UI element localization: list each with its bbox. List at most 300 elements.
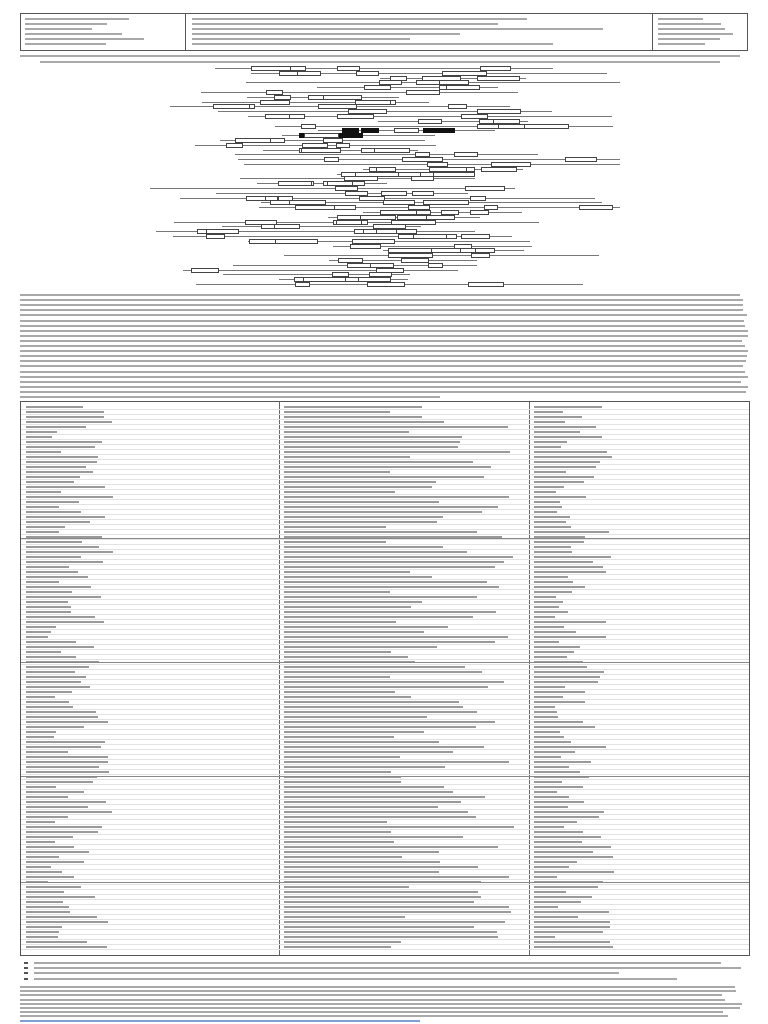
table-cell — [26, 701, 69, 703]
table-cell — [26, 556, 81, 558]
table-cell — [534, 636, 606, 638]
paragraph-line — [20, 294, 740, 296]
table-row-line — [21, 834, 749, 835]
table-cell — [26, 711, 96, 713]
tree-node — [356, 71, 380, 76]
table-cell — [26, 786, 56, 788]
table-row-line — [21, 639, 749, 640]
table-cell — [26, 636, 48, 638]
table-cell — [534, 841, 582, 843]
table-row-line — [21, 469, 749, 470]
tree-node — [468, 282, 503, 287]
table-cell — [284, 711, 477, 713]
table-row-line — [21, 784, 749, 785]
table-cell — [284, 406, 422, 408]
table-cell — [284, 451, 510, 453]
table-cell — [284, 701, 459, 703]
table-cell — [26, 666, 89, 668]
tree-node — [398, 234, 414, 239]
table-cell — [26, 411, 104, 413]
table-section-divider — [21, 662, 749, 663]
table-row-line — [21, 779, 749, 780]
table-cell — [534, 466, 596, 468]
table-cell — [534, 421, 565, 423]
table-cell — [26, 886, 81, 888]
table-row-line — [21, 714, 749, 715]
table-cell — [26, 646, 94, 648]
table-cell — [26, 651, 61, 653]
header-text-line — [658, 38, 720, 40]
table-row-line — [21, 514, 749, 515]
table-cell — [26, 541, 82, 543]
table-cell — [284, 781, 401, 783]
table-cell — [26, 491, 61, 493]
table-cell — [534, 856, 613, 858]
table-cell — [534, 666, 587, 668]
table-cell — [26, 611, 71, 613]
table-cell — [284, 516, 443, 518]
header-text-line — [192, 28, 603, 30]
table-row-line — [21, 669, 749, 670]
tree-node — [301, 124, 316, 129]
table-row-line — [21, 659, 749, 660]
table-cell — [26, 431, 57, 433]
table-cell — [534, 476, 594, 478]
table-cell — [534, 641, 559, 643]
table-cell — [26, 416, 104, 418]
table-cell — [284, 441, 460, 443]
table-cell — [534, 471, 566, 473]
table-cell — [284, 626, 448, 628]
table-cell — [534, 821, 577, 823]
table-cell — [26, 451, 61, 453]
table-row-line — [21, 774, 749, 775]
table-cell — [26, 516, 105, 518]
tree-node — [336, 220, 363, 225]
paragraph-line — [20, 381, 741, 383]
table-cell — [534, 906, 558, 908]
table-row-line — [21, 624, 749, 625]
table-cell — [284, 656, 408, 658]
table-cell — [534, 611, 568, 613]
table-row-line — [21, 759, 749, 760]
table-cell — [534, 426, 596, 428]
list-bullet — [24, 978, 28, 980]
table-cell — [534, 731, 560, 733]
table-cell — [534, 546, 571, 548]
table-cell — [284, 921, 505, 923]
tree-node — [289, 114, 305, 119]
table-cell — [26, 911, 70, 913]
table-row-line — [21, 429, 749, 430]
table-row-line — [21, 564, 749, 565]
table-cell — [26, 566, 69, 568]
table-row-line — [21, 549, 749, 550]
table-row-line — [21, 944, 749, 945]
paragraph-line — [20, 999, 725, 1001]
paragraph-line — [20, 309, 743, 311]
table-section-divider — [21, 538, 749, 539]
table-cell — [284, 931, 497, 933]
table-row-line — [21, 889, 749, 890]
list-item-line — [34, 978, 677, 980]
table-cell — [534, 861, 577, 863]
table-cell — [26, 836, 73, 838]
paragraph-line — [20, 365, 743, 367]
table-cell — [26, 626, 56, 628]
table-cell — [26, 901, 63, 903]
paragraph-line — [20, 320, 744, 322]
table-cell — [26, 926, 62, 928]
table-cell — [534, 646, 580, 648]
table-cell — [284, 736, 394, 738]
tree-node — [461, 234, 490, 239]
table-row-line — [21, 444, 749, 445]
table-row-line — [21, 589, 749, 590]
table-cell — [284, 811, 468, 813]
table-cell — [284, 476, 484, 478]
table-row-line — [21, 744, 749, 745]
header-text-line — [25, 28, 92, 30]
table-cell — [284, 671, 482, 673]
table-cell — [284, 676, 390, 678]
table-row-line — [21, 494, 749, 495]
header-text-line — [192, 18, 527, 20]
table-cell — [284, 651, 391, 653]
data-table — [20, 401, 750, 956]
tree-node — [394, 128, 418, 133]
table-cell — [534, 671, 604, 673]
table-row-line — [21, 629, 749, 630]
header-divider — [185, 13, 186, 51]
header-divider — [652, 13, 653, 51]
tree-node — [471, 253, 490, 258]
table-cell — [534, 521, 566, 523]
table-cell — [534, 576, 568, 578]
table-row-line — [21, 554, 749, 555]
document-title — [0, 0, 768, 12]
table-cell — [284, 796, 485, 798]
table-cell — [284, 716, 427, 718]
table-cell — [284, 556, 513, 558]
table-row-line — [21, 724, 749, 725]
tree-node — [401, 258, 429, 263]
table-cell — [284, 411, 390, 413]
table-cell — [284, 486, 432, 488]
table-cell — [534, 556, 611, 558]
table-cell — [284, 421, 444, 423]
tree-node — [477, 124, 499, 129]
table-row-line — [21, 409, 749, 410]
table-cell — [534, 946, 613, 948]
paragraph-line — [20, 355, 747, 357]
table-cell — [534, 831, 583, 833]
table-row-line — [21, 729, 749, 730]
header-text-line — [25, 33, 122, 35]
tree-node — [359, 196, 386, 201]
tree-node — [374, 148, 409, 153]
table-cell — [534, 496, 586, 498]
table-row-line — [21, 434, 749, 435]
table-cell — [284, 871, 439, 873]
paragraph-line — [20, 350, 748, 352]
table-row-line — [21, 459, 749, 460]
table-row-line — [21, 424, 749, 425]
table-cell — [534, 701, 585, 703]
table-cell — [534, 691, 585, 693]
table-cell — [26, 561, 103, 563]
table-cell — [534, 921, 610, 923]
table-row-line — [21, 539, 749, 540]
table-cell — [26, 781, 93, 783]
paragraph-line — [20, 340, 742, 342]
table-cell — [534, 871, 614, 873]
paragraph-line — [20, 376, 748, 378]
table-cell — [534, 916, 578, 918]
table-row-line — [21, 854, 749, 855]
table-cell — [26, 581, 59, 583]
table-cell — [534, 936, 555, 938]
table-cell — [26, 946, 107, 948]
paragraph-line — [20, 335, 748, 337]
table-cell — [26, 486, 105, 488]
paragraph-line — [20, 299, 743, 301]
table-row-line — [21, 464, 749, 465]
tree-node — [279, 71, 298, 76]
table-cell — [26, 796, 68, 798]
table-cell — [284, 591, 390, 593]
table-cell — [534, 851, 593, 853]
table-cell — [26, 916, 97, 918]
table-cell — [26, 746, 101, 748]
table-cell — [26, 811, 112, 813]
list-item-line — [34, 962, 721, 964]
table-row-line — [21, 824, 749, 825]
table-row-line — [21, 479, 749, 480]
table-row-line — [21, 904, 749, 905]
header-text-line — [658, 23, 721, 25]
table-cell — [284, 941, 401, 943]
table-cell — [284, 636, 508, 638]
table-cell — [534, 711, 557, 713]
tree-node — [454, 152, 478, 157]
table-row-line — [21, 864, 749, 865]
table-row-line — [21, 804, 749, 805]
table-row-line — [21, 764, 749, 765]
tree-edge — [284, 255, 599, 256]
table-cell — [534, 911, 609, 913]
table-row-line — [21, 619, 749, 620]
table-cell — [284, 876, 509, 878]
table-cell — [284, 706, 463, 708]
table-cell — [284, 846, 498, 848]
header-caption-line — [40, 61, 720, 63]
table-cell — [534, 516, 570, 518]
table-row-line — [21, 509, 749, 510]
table-cell — [534, 481, 584, 483]
table-cell — [26, 551, 113, 553]
table-cell — [534, 681, 598, 683]
table-cell — [26, 601, 68, 603]
header-text-line — [192, 38, 410, 40]
table-cell — [284, 831, 391, 833]
tree-edge — [201, 92, 518, 93]
table-cell — [26, 471, 93, 473]
table-cell — [534, 561, 593, 563]
tree-node — [481, 167, 517, 172]
table-row-line — [21, 544, 749, 545]
table-cell — [534, 746, 606, 748]
table-row-line — [21, 754, 749, 755]
table-cell — [26, 941, 87, 943]
table-row-line — [21, 799, 749, 800]
tree-node — [470, 196, 485, 201]
table-cell — [534, 506, 562, 508]
table-cell — [284, 581, 487, 583]
table-cell — [284, 426, 508, 428]
tree-node — [524, 124, 569, 129]
table-row-line — [21, 869, 749, 870]
tree-node — [411, 176, 434, 181]
table-cell — [26, 576, 88, 578]
table-cell — [534, 651, 574, 653]
header-caption-line — [20, 55, 740, 57]
table-cell — [26, 841, 55, 843]
paragraph-line — [20, 304, 743, 306]
paragraph-line — [20, 360, 746, 362]
tree-node — [213, 104, 249, 109]
table-row-line — [21, 814, 749, 815]
table-cell — [284, 911, 511, 913]
table-cell — [284, 616, 473, 618]
tree-node — [301, 148, 341, 153]
table-cell — [534, 626, 564, 628]
table-cell — [284, 886, 409, 888]
tree-node — [355, 100, 391, 105]
table-cell — [284, 506, 498, 508]
table-cell — [534, 591, 572, 593]
table-cell — [284, 786, 444, 788]
table-row-line — [21, 489, 749, 490]
table-cell — [26, 511, 81, 513]
table-cell — [534, 621, 606, 623]
table-cell — [26, 756, 108, 758]
table-cell — [534, 806, 568, 808]
table-cell — [534, 721, 583, 723]
table-row-line — [21, 934, 749, 935]
table-cell — [26, 906, 69, 908]
table-cell — [284, 511, 482, 513]
table-cell — [534, 446, 561, 448]
table-row-line — [21, 939, 749, 940]
table-row-line — [21, 664, 749, 665]
paragraph-line — [20, 990, 736, 992]
paragraph-line — [20, 314, 747, 316]
table-cell — [26, 846, 74, 848]
table-cell — [26, 501, 79, 503]
table-cell — [534, 886, 598, 888]
table-cell — [26, 896, 95, 898]
table-cell — [534, 751, 575, 753]
table-row-line — [21, 739, 749, 740]
table-row-line — [21, 924, 749, 925]
table-cell — [284, 461, 473, 463]
tree-edge — [150, 188, 515, 189]
table-cell — [26, 741, 105, 743]
table-cell — [534, 931, 603, 933]
table-row-line — [21, 789, 749, 790]
paragraph-line — [20, 396, 440, 398]
paragraph-line — [20, 994, 722, 996]
table-cell — [534, 901, 581, 903]
table-row-line — [21, 829, 749, 830]
table-row-line — [21, 654, 749, 655]
table-cell — [284, 586, 499, 588]
table-cell — [284, 551, 467, 553]
table-cell — [534, 451, 607, 453]
table-cell — [284, 946, 391, 948]
table-cell — [534, 581, 573, 583]
table-cell — [534, 866, 569, 868]
table-cell — [534, 926, 610, 928]
tree-node — [295, 282, 310, 287]
table-cell — [284, 571, 410, 573]
list-bullet — [24, 972, 28, 974]
header-text-line — [658, 33, 733, 35]
table-cell — [26, 721, 108, 723]
tree-node — [381, 191, 406, 196]
table-cell — [284, 896, 481, 898]
table-row-line — [21, 839, 749, 840]
tree-node — [412, 191, 434, 196]
table-cell — [284, 821, 387, 823]
table-cell — [534, 716, 558, 718]
table-cell — [284, 541, 386, 543]
paragraph-line — [20, 986, 735, 988]
table-cell — [534, 736, 564, 738]
paragraph-line — [20, 391, 746, 393]
table-cell — [534, 686, 565, 688]
table-row-line — [21, 439, 749, 440]
tree-node — [418, 119, 441, 124]
table-cell — [534, 596, 556, 598]
table-cell — [284, 901, 474, 903]
tree-node — [270, 138, 285, 143]
tree-node — [275, 239, 318, 244]
table-row-line — [21, 749, 749, 750]
table-cell — [534, 741, 571, 743]
table-cell — [284, 466, 491, 468]
table-cell — [26, 481, 74, 483]
table-cell — [26, 771, 109, 773]
paragraph-line — [20, 325, 745, 327]
list-bullet — [24, 962, 28, 964]
table-row-line — [21, 794, 749, 795]
table-cell — [26, 436, 52, 438]
paragraph-line — [20, 1007, 740, 1009]
tree-node — [246, 196, 266, 201]
table-cell — [534, 896, 592, 898]
table-row-line — [21, 914, 749, 915]
table-row-line — [21, 649, 749, 650]
table-cell — [284, 501, 439, 503]
table-cell — [534, 676, 600, 678]
table-cell — [284, 826, 514, 828]
table-cell — [26, 931, 59, 933]
table-row-line — [21, 419, 749, 420]
table-cell — [534, 796, 569, 798]
tree-node — [367, 282, 405, 287]
